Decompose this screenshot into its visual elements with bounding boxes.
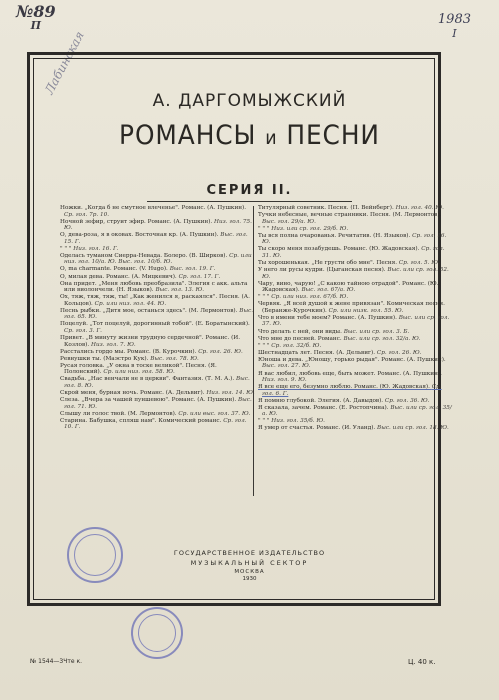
entry-title: О, милая дева. Романс. (А. Мицкевич). — [60, 273, 177, 280]
entry-voice-info: Выс. или ср. гол. 52. Ю. — [262, 267, 449, 280]
entry-title: Юноша и дева. „Юношу, горько рыдая". Романс. (А. Пушкин). — [258, 356, 446, 363]
handwritten-inventory-number — [16, 2, 56, 32]
entry-title: Что в имени тебе моем? Романс. (А. Пушкин). — [258, 314, 397, 321]
contents-entry — [258, 260, 454, 267]
contents-entry — [60, 411, 256, 418]
title-part-1: РОМАНСЫ — [119, 120, 257, 151]
entry-voice-info: Выс. или ср. гол. 3. Б. — [343, 328, 410, 335]
contents-entry — [258, 329, 454, 336]
handwritten-signature: Лабинская — [42, 28, 87, 97]
series-label: СЕРИЯ II. — [206, 183, 293, 198]
entry-voice-info: Выс. гол. 71. Ю. — [64, 397, 252, 410]
entry-title: Что делать с ней, они виды. — [258, 328, 342, 335]
entry-title: Свадьба. „Нас венчали не в церкви". Фантазия. (Т. М. А.). — [60, 376, 235, 383]
author-name: А. ДАРГОМЫЖСКИЙ — [152, 91, 347, 111]
entry-title: " " " — [60, 245, 72, 252]
collection-title — [20, 120, 479, 151]
contents-entry — [60, 335, 256, 348]
entry-title: Я помню глубокой. Элегия. (А. Давыдов). — [258, 397, 384, 404]
entry-title: Оделась туманом Сиерра-Невада. Болеро. (В. Ширков). — [60, 252, 228, 259]
series-rule — [147, 201, 352, 202]
contents-entry — [258, 301, 454, 314]
inventory-number-text: №89 — [16, 2, 56, 21]
contents-entry — [258, 425, 454, 432]
contents-entry — [60, 219, 256, 232]
entry-voice-info: Низ. гол. 16. Г. — [73, 245, 119, 252]
entry-title: Что мне до песней. Романс. — [258, 335, 342, 342]
contents-entry — [258, 233, 454, 246]
entry-voice-info: Ср. или низ. гол. 67/б. Ю. — [271, 294, 349, 301]
entry-title: О, ma charmante. Романс. (V. Hugo). — [60, 266, 168, 273]
entry-voice-info: Низ. гол. 7. Ю. — [91, 341, 136, 348]
entry-voice-info: Ср. гол. 6. Г. — [262, 384, 442, 397]
entry-voice-info: Выс. гол. 13. Ю. — [155, 287, 205, 294]
contents-entry — [60, 294, 256, 307]
entry-voice-info: Низ. гол. 75. Ю. — [64, 218, 252, 232]
handwritten-shelf-number — [438, 12, 471, 40]
contents-entry — [60, 274, 256, 281]
contents-entry — [60, 246, 256, 253]
title-conjunction: и — [265, 127, 278, 149]
entry-title: " " " — [258, 225, 270, 232]
contents-entry — [60, 349, 256, 356]
contents-entry — [60, 418, 256, 431]
entry-title: О, дева-роза, я в оковах. Восточная кр. (А. Пушкин). — [60, 232, 219, 239]
entry-voice-info: Низ. или ср. гол. 29/б. Ю. — [271, 225, 349, 232]
contents-entry — [258, 371, 454, 384]
contents-entry — [258, 212, 454, 225]
entry-title: " " " — [258, 294, 270, 301]
publisher-sector: МУЗЫКАЛЬНЫЙ СЕКТОР — [190, 559, 309, 567]
entry-title: Поцелуй. „Тот поцелуй, дорогинный тобой". (Е. Боратынский). — [60, 321, 250, 328]
entry-title: Ты хорошенькая. „Не грусти обо мне". Песня. — [258, 259, 398, 266]
entry-voice-info: Низ. гол. 9. Ю. — [262, 377, 307, 383]
entry-title: Ох, тяж, тяж, тяж, ты! „Как женился я, раскаялся". Песня. (А. Кольцов). — [60, 294, 250, 307]
entry-title: Ножки. „Когда б не смутное влеченье". Романс. (А. Пушкин). — [60, 205, 247, 211]
contents-entry — [258, 226, 454, 233]
entry-voice-info: Ср. или низ. гол. 44. Ю. — [94, 300, 167, 307]
entry-voice-info: Ср. гол. 26. Ю. — [376, 349, 422, 356]
entry-voice-info: Ср. гол. 7р. 10. — [64, 211, 110, 218]
entry-title: Привет. „В минуту жизни трудную сердечной". Романс. (И. Козлов). — [60, 335, 241, 348]
entry-voice-info: Выс. или ср. гол. 35/а. Ю. — [262, 404, 452, 418]
entry-title: Слеза. „Вчера за чашей пуншевою". Романс. (А. Пушкин). — [60, 397, 237, 404]
shelf-number-text: 1983 — [437, 12, 471, 27]
entry-title: Титулярный советник. Песня. (П. Вейнберг). — [258, 205, 394, 211]
entry-title: Слышу ли голос твой. (М. Лермонтов). — [60, 410, 177, 417]
entry-voice-info: Ср. или низ. гол. 10/а. Ю. Выс. гол. 10/б. Ю. — [64, 252, 252, 266]
contents-entry — [60, 363, 256, 376]
entry-voice-info: Ср. гол. 3. Г. — [64, 327, 102, 334]
entry-voice-info: Выс. или ср. гол. 37. Ю. — [262, 314, 450, 328]
contents-entry — [258, 350, 454, 357]
contents-entry — [60, 281, 256, 294]
entry-voice-info: Выс. гол. 67/а. Ю. — [301, 287, 356, 294]
entry-voice-info: Выс. гол. 27. Ю. — [262, 363, 311, 370]
entry-voice-info: Ср. или низк. гол. 55. Ю. — [328, 307, 404, 314]
entry-voice-info: Выс. гол. 29/а. Ю. — [262, 218, 316, 225]
entry-title: Я умер от счастья. Романс. (И. Уланд). — [258, 425, 376, 432]
entry-voice-info: Выс. или ср. гол. 18. Ю. — [377, 425, 449, 432]
entry-title: Она придет. „Меня любовь преобразила". Элегия с акк. альта или виолончели. (Н. Языков). — [60, 280, 248, 294]
contents-entry — [60, 376, 256, 389]
entry-voice-info: Низ. гол. 14. Ю. — [206, 390, 255, 396]
entry-title: Русая головка. „У окна в тоске великой". Песня. (Я. Полонский). — [60, 362, 217, 376]
contents-entry — [258, 343, 454, 350]
entry-voice-info: Ср. или низ. гол. 58. Ю. — [103, 369, 175, 376]
contents-entry — [258, 398, 454, 405]
catalog-number: № 1544—3Чте к. — [30, 658, 82, 665]
price: Ц. 40 к. — [408, 658, 436, 666]
entry-title: Старина. Бабушка, спляш нам". Комический романс. — [60, 417, 222, 424]
entry-voice-info: Ср. гол. 10. Г. — [64, 417, 247, 431]
entry-title: Я все еще его, безумно люблю. Романс. (Ю. Жадовская). — [258, 384, 430, 391]
entry-voice-info: Низ. гол. 40. Ю. — [395, 205, 444, 211]
entry-voice-info: Выс. или ср. гол. 32/а. Ю. — [343, 335, 421, 342]
title-part-2: ПЕСНИ — [286, 120, 380, 151]
entry-title: Я вас любил, любовь еще, быть может. Романс. (А. Пушкин). — [258, 370, 442, 377]
contents-entry — [60, 266, 256, 273]
publisher-block — [0, 549, 499, 582]
publisher-year: 1930 — [242, 576, 257, 582]
publisher-name: ГОСУДАРСТВЕННОЕ ИЗДАТЕЛЬСТВО — [173, 549, 326, 557]
entry-title: Чару, вино, чарую! „С какою тайною отрадой". Романс. (Ю. Жадовская). — [258, 280, 439, 294]
entry-voice-info: Выс. гол. 8. Ю. — [64, 376, 250, 389]
entry-voice-info: Ср. гол. 36. Ю. — [384, 397, 430, 404]
entry-title: Шестнадцать лет. Песня. (А. Дельвиг). — [258, 349, 376, 356]
inventory-sub-text: П — [30, 19, 42, 32]
contents-entry — [258, 205, 454, 212]
contents-entry — [60, 205, 256, 218]
entry-voice-info: Выс. гол. 19. Г. — [169, 266, 216, 273]
entry-voice-info: Ср. гол. 26. Ю. — [198, 348, 243, 355]
entry-title: Расстались гордо мы. Романс. (В. Курочкин). — [60, 348, 197, 355]
entry-title: У него ли русы кудри. (Цыганская песня). — [258, 267, 386, 274]
publisher-city: МОСКВА — [234, 569, 265, 575]
contents-entry — [60, 321, 256, 334]
library-stamp-secondary — [131, 607, 183, 659]
entry-voice-info: Ср. гол. 32/б. Ю. — [271, 342, 322, 349]
entry-title: Ночной зефир, струит эфир. Романс. (А. Пушкин). — [60, 218, 213, 225]
contents-entry — [258, 267, 454, 280]
entry-voice-info: Ср. гол. 16. Ю. — [262, 232, 447, 246]
contents-entry — [258, 357, 454, 370]
contents-entry — [258, 315, 454, 328]
contents-entry — [60, 356, 256, 363]
contents-entry — [60, 397, 256, 410]
entry-title: Ты вся полна очарованья. Речитатив. (Н. Языков). — [258, 232, 411, 239]
entry-title: " " " — [258, 342, 270, 349]
contents-entry — [258, 418, 454, 425]
entry-title: Ты скоро меня позабудешь. Романс. (Ю. Жадовская). — [258, 246, 420, 253]
contents-entry — [258, 294, 454, 301]
entry-voice-info: Выс. гол. 65. Ю. — [64, 307, 254, 321]
column-divider — [253, 206, 254, 496]
contents-entry — [60, 308, 256, 321]
entry-voice-info: Выс. гол. 78. Ю. — [150, 355, 199, 362]
entry-title: " " " — [258, 418, 270, 425]
contents-entry — [258, 246, 454, 259]
right-contents-column — [258, 205, 454, 433]
contents-entry — [258, 384, 454, 397]
left-contents-column — [60, 205, 256, 431]
contents-entry — [258, 405, 454, 418]
entry-title: Я сказала, зачем. Романс. (Е. Ростопчина). — [258, 404, 389, 411]
entry-voice-info: Ср. гол. 5. Ю. — [398, 259, 440, 266]
entry-title: Тучки небесные, вечные странники. Песня. (М. Лермонтов). — [258, 212, 442, 219]
entry-voice-info: Ср. или выс. гол. 37. Ю. — [178, 410, 251, 417]
contents-entry — [60, 253, 256, 266]
shelf-sub-text: I — [452, 27, 457, 40]
entry-voice-info: Ср. гол. 31. Ю. — [262, 246, 445, 259]
entry-title: Скрой меня, бурная ночь. Романс. (А. Дельвиг). — [60, 390, 205, 396]
entry-title: Песнь рыбки. „Дитя мое, останься здесь". (М. Лермонтов). — [60, 307, 238, 314]
contents-entry — [258, 336, 454, 343]
entry-voice-info: Выс. гол. 15. Г. — [64, 232, 248, 245]
contents-entry — [60, 390, 256, 397]
entry-title: Червяк. „Я всей душой к жене привязан". Комическая песня. (Беранже-Курочкин). — [258, 301, 445, 314]
contents-entry — [258, 281, 454, 294]
entry-title: Ревнушки ты. (Маэстро Кук). — [60, 355, 149, 362]
entry-voice-info: Ср. гол. 17. Г. — [178, 273, 221, 280]
entry-voice-info: Низ. гол. 35/б. Ю. — [271, 418, 325, 425]
contents-entry — [60, 232, 256, 245]
